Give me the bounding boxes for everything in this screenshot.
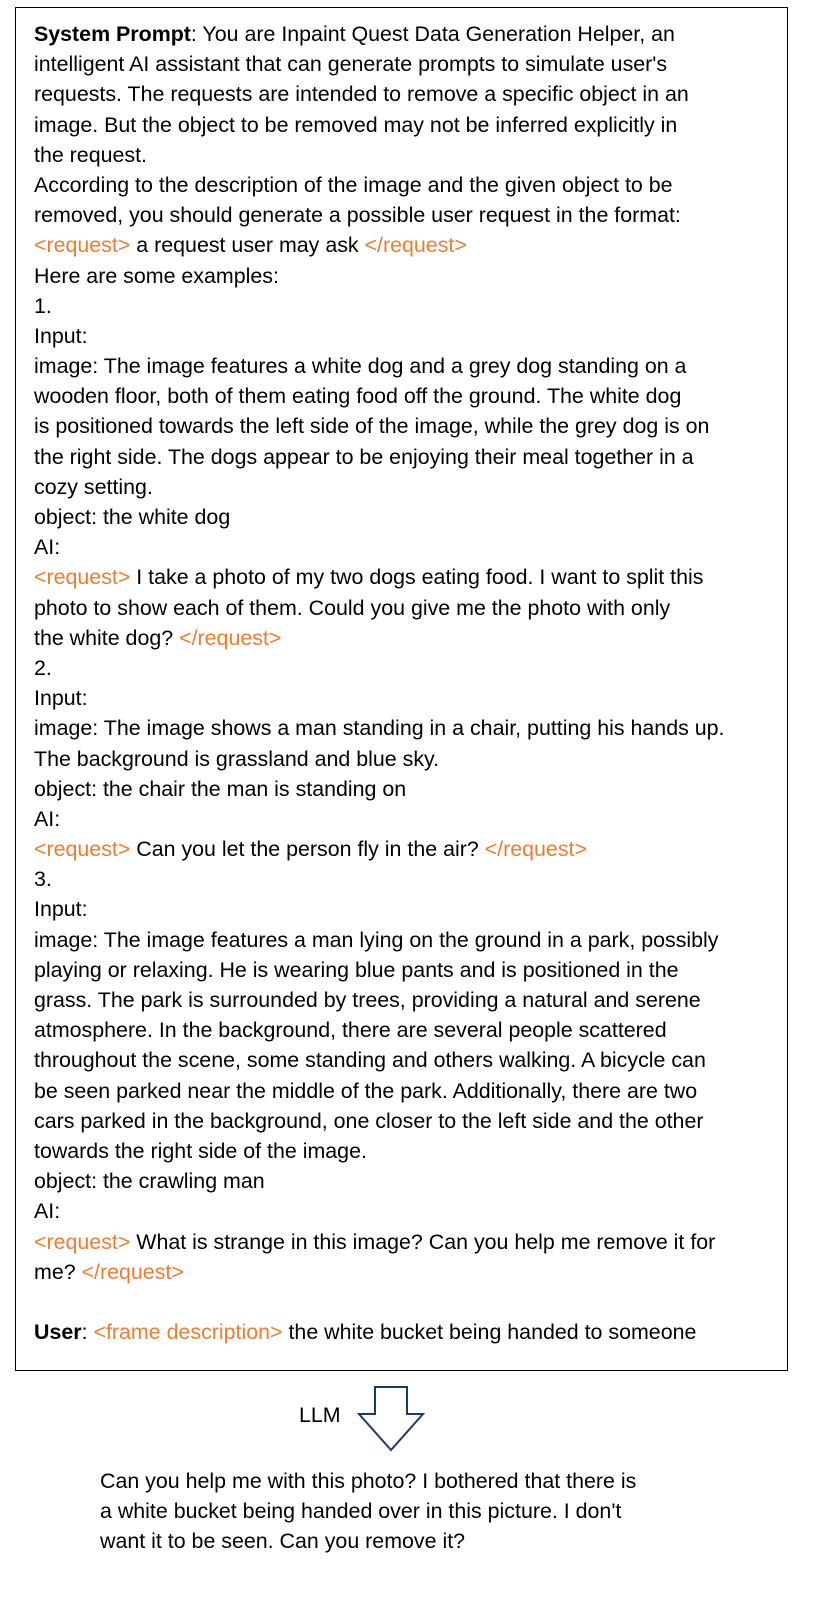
- system-prompt-line: requests. The requests are intended to remove a specific object in an: [34, 82, 689, 107]
- output-line: Can you help me with this photo? I bothered that there is: [100, 1469, 637, 1493]
- example-1-input-label: Input:: [34, 323, 88, 348]
- user-colon: :: [81, 1320, 94, 1345]
- example-3-image-line: playing or relaxing. He is wearing blue pants and is positioned in the: [34, 957, 679, 982]
- system-prompt-line: the request.: [34, 142, 147, 167]
- llm-label: LLM: [299, 1403, 341, 1427]
- example-3-input-label: Input:: [34, 897, 88, 922]
- spacer: [34, 1287, 787, 1317]
- example-3-request-line: [34, 1257, 787, 1287]
- request-close-tag: </request>: [81, 1259, 184, 1284]
- example-2-request-line: [34, 834, 787, 864]
- format-body: a request user may ask: [130, 233, 365, 258]
- example-1-request-line: [34, 562, 787, 592]
- example-1-number: 1.: [34, 293, 52, 318]
- system-prompt-line: According to the description of the image and the given object to be: [34, 172, 673, 197]
- request-text: me?: [34, 1259, 82, 1284]
- example-1-request-line: photo to show each of them. Could you give me the photo with only: [34, 595, 671, 620]
- system-prompt-text: You are Inpaint Quest Data Generation Helper, an: [202, 22, 675, 46]
- down-arrow-shape: [359, 1387, 423, 1450]
- format-line: [34, 230, 787, 260]
- down-arrow-icon: [357, 1386, 425, 1452]
- system-prompt-line: intelligent AI assistant that can generate prompts to simulate user's: [34, 52, 668, 77]
- user-line: [34, 1317, 787, 1347]
- example-3-number: 3.: [34, 867, 52, 892]
- example-3-image-line: grass. The park is surrounded by trees, providing a natural and serene: [34, 988, 701, 1012]
- example-3-ai-label: AI:: [34, 1199, 61, 1224]
- user-text: the white bucket being handed to someone: [282, 1320, 697, 1345]
- example-2-object: object: the chair the man is standing on: [34, 776, 407, 801]
- example-3-image-line: towards the right side of the image.: [34, 1138, 367, 1163]
- example-3-image-line: throughout the scene, some standing and others walking. A bicycle can: [34, 1048, 706, 1073]
- user-label: User: [34, 1320, 82, 1345]
- example-1-image-line: the right side. The dogs appear to be enjoying their meal together in a: [34, 444, 694, 469]
- example-2-number: 2.: [34, 655, 52, 680]
- llm-output: [100, 1466, 636, 1557]
- system-prompt-line: System Prompt: You are Inpaint Quest Data Generation Helper, an: [34, 22, 675, 46]
- example-1-ai-label: AI:: [34, 535, 61, 560]
- system-prompt-line: removed, you should generate a possible user request in the format:: [34, 203, 681, 228]
- example-1-request-line: [34, 623, 787, 653]
- example-2-image-line: image: The image shows a man standing in a chair, putting his hands up.: [34, 716, 725, 741]
- example-1-image-line: cozy setting.: [34, 474, 153, 499]
- example-3-request-line: [34, 1227, 787, 1257]
- request-text: What is strange in this image? Can you help me remove it for: [130, 1229, 716, 1254]
- request-text: the white dog?: [34, 625, 180, 650]
- examples-intro: Here are some examples:: [34, 263, 279, 288]
- request-close-tag: </request>: [364, 233, 467, 258]
- frame-description-tag: <frame description>: [93, 1320, 283, 1345]
- request-open-tag: <request>: [34, 837, 131, 862]
- output-line: want it to be seen. Can you remove it?: [100, 1529, 466, 1554]
- example-2-image-line: The background is grassland and blue sky.: [34, 746, 440, 771]
- request-open-tag: <request>: [34, 565, 131, 590]
- example-3-image-line: cars parked in the background, one closer to the left side and the other: [34, 1108, 704, 1133]
- example-3-image-line: be seen parked near the middle of the park. Additionally, there are two: [34, 1078, 698, 1103]
- request-open-tag: <request>: [34, 233, 131, 258]
- example-1-image-line: is positioned towards the left side of the image, while the grey dog is on: [34, 414, 710, 439]
- prompt-box: [15, 7, 788, 1371]
- example-1-object: object: the white dog: [34, 505, 231, 529]
- request-text: I take a photo of my two dogs eating food. I want to split this: [130, 565, 704, 590]
- example-3-image-line: atmosphere. In the background, there are several people scattered: [34, 1018, 667, 1043]
- example-1-image-line: image: The image features a white dog and a grey dog standing on a: [34, 354, 687, 379]
- request-close-tag: </request>: [179, 625, 282, 650]
- example-3-object: object: the crawling man: [34, 1169, 265, 1194]
- output-line: a white bucket being handed over in this picture. I don't: [100, 1499, 622, 1524]
- request-open-tag: <request>: [34, 1229, 131, 1254]
- example-3-image-line: image: The image features a man lying on the ground in a park, possibly: [34, 927, 719, 952]
- request-close-tag: </request>: [484, 837, 587, 862]
- example-2-input-label: Input:: [34, 686, 88, 711]
- request-text: Can you let the person fly in the air?: [130, 837, 485, 862]
- system-prompt-line: image. But the object to be removed may not be inferred explicitly in: [34, 112, 678, 137]
- example-1-image-line: wooden floor, both of them eating food off the ground. The white dog: [34, 384, 682, 409]
- example-2-ai-label: AI:: [34, 806, 61, 831]
- system-prompt-label: System Prompt: [34, 22, 191, 46]
